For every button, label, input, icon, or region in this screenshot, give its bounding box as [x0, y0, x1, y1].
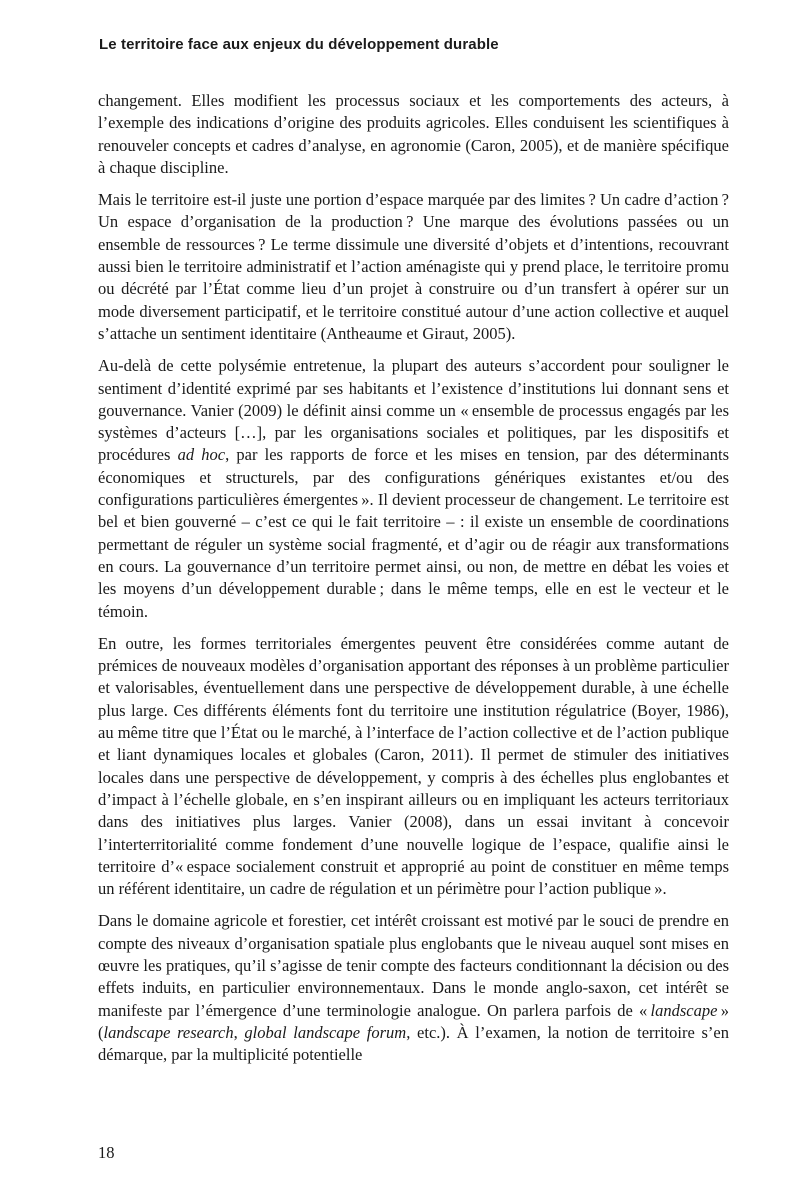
paragraph-4: [98, 633, 729, 901]
paragraph-1: [98, 90, 729, 179]
italic-term-landscape-research: landscape research: [103, 1022, 234, 1042]
paragraph-5: [98, 910, 729, 1066]
page-number: 18: [98, 1143, 115, 1162]
italic-term-global-landscape-forum: global landscape forum: [244, 1022, 407, 1042]
text-segment: changement. Elles modifient les processus sociaux et les comportements des acteurs, à l’exemple des indications d’origine des produits agricoles. Elles conduisent les scientifiques à renouveler concepts et cadres d’analyse, en agronomie (Caron, 2005), et de manière spécifique à chaque discipline.: [98, 91, 729, 177]
body-text: [98, 90, 729, 1066]
text-segment: » (: [98, 1000, 729, 1042]
running-header: Le territoire face aux enjeux du développement durable: [99, 36, 499, 53]
text-segment: Dans le domaine agricole et forestier, cet intérêt croissant est motivé par le souci de prendre en compte des niveaux d’organisation spatiale plus englobants que le niveau auquel sont mises en œuvre les pratiques, qu’il s’agisse de tenir compte des facteurs conditionnant la décision ou des effets induits, en particulier environnementaux. Dans le monde anglo-saxon, cet intérêt se manifeste par l’émergence d’une terminologie analogue. On parlera parfois de «: [98, 911, 729, 1020]
italic-term-landscape: landscape: [650, 1000, 718, 1020]
paragraph-2: [98, 189, 729, 345]
text-segment: En outre, les formes territoriales émergentes peuvent être considérées comme autant de prémices de nouveaux modèles d’organisation apportant des réponses à un problème particulier et valorisables, éventuellement dans une perspective de développement durable, à une échelle plus large. Ces différents éléments font du territoire une institution régulatrice (Boyer, 1986), au même titre que l’État ou le marché, à l’interface de l’action collective et de l’action publique et liant dynamiques locales et globales (Caron, 2011). Il permet de stimuler des initiatives locales dans une perspective de développement, y compris à des échelles plus englobantes et d’impact à l’échelle globale, en s’en inspirant ailleurs ou en impliquant les acteurs territoriaux dans des initiatives plus larges. Vanier (2008), dans un essai invitant à concevoir l’interterritorialité comme fondement d’une nouvelle logique de l’espace, qualifie ainsi le territoire d’« espace socialement construit et approprié au point de constituer en même temps un référent identitaire, un cadre de régulation et un périmètre pour l’action publique ».: [98, 633, 729, 899]
text-segment: Mais le territoire est-il juste une portion d’espace marquée par des limites ? Un cadre d’action ? Un espace d’organisation de la production ? Une marque des évolutions passées ou un ensemble de ressources ? Le terme dissimule une diversité d’objets et d’intentions, recouvrant aussi bien le territoire administratif et l’action aménagiste qui y prend place, le territoire promu ou décrété par l’État comme lieu d’un projet à construire ou d’un transfert à opérer sur un mode diversement participatif, et le territoire constitué autour d’une action collective et auquel s’attache un sentiment identitaire (Antheaume et Giraut, 2005).: [98, 190, 729, 343]
italic-term-ad-hoc: ad hoc: [177, 445, 226, 465]
text-segment: Au-delà de cette polysémie entretenue, la plupart des auteurs s’accordent pour souligner le sentiment d’identité exprimé par ses habitants et l’existence d’institutions lui donnant sens et gouvernance. Vanier (2009) le définit ainsi comme un « ensemble de processus engagés par les systèmes d’acteurs […], par les organisations sociales et politiques, par les dispositifs et procédures: [98, 356, 729, 465]
text-segment: ,: [233, 1022, 245, 1042]
text-segment: , par les rapports de force et les mises en tension, par des déterminants économiques et structurels, par des configurations génériques existantes et/ou des configurations particulières émergentes ». Il devient processeur de changement. Le territoire est bel et bien gouverné – c’est ce qui le fait territoire – : il existe un ensemble de coordinations permettant de réguler un système social fragmenté, et d’agir ou de réagir aux transformations en cours. La gouvernance d’un territoire permet ainsi, ou non, de mettre en débat les voies et les moyens d’un développement durable ; dans le même temps, elle en est le vecteur et le témoin.: [98, 445, 729, 621]
text-segment: , etc.). À l’examen, la notion de territoire s’en démarque, par la multiplicité potentielle: [98, 1022, 729, 1065]
paragraph-3: [98, 355, 729, 623]
